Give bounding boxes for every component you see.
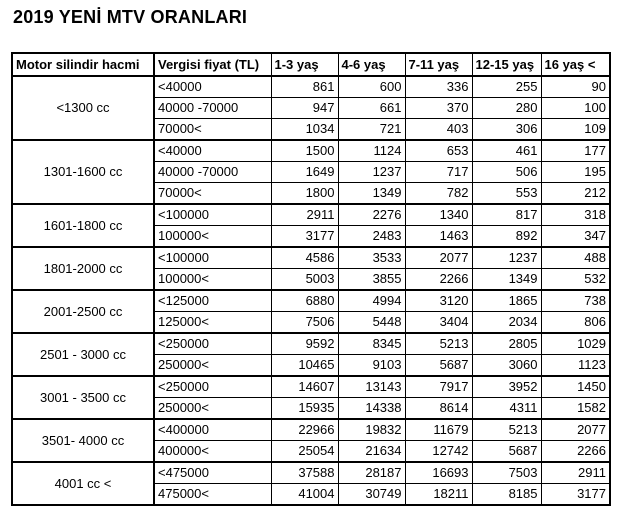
tax-value-cell: 717: [405, 162, 472, 183]
tax-value-cell: 212: [541, 183, 610, 205]
tax-value-cell: 661: [338, 98, 405, 119]
header-age-12-15: 12-15 yaş: [472, 53, 541, 76]
tax-value-cell: 653: [405, 140, 472, 162]
engine-volume-cell: 4001 cc <: [12, 462, 154, 505]
table-row: [12, 419, 610, 441]
tax-value-cell: 817: [472, 204, 541, 226]
price-range-cell: <400000: [154, 419, 271, 441]
tax-value-cell: 3404: [405, 312, 472, 334]
tax-value-cell: 280: [472, 98, 541, 119]
tax-value-cell: 8345: [338, 333, 405, 355]
tax-value-cell: 1463: [405, 226, 472, 248]
engine-volume-cell: 3501- 4000 cc: [12, 419, 154, 462]
tax-value-cell: 1800: [271, 183, 338, 205]
tax-value-cell: 1237: [338, 162, 405, 183]
price-range-cell: 125000<: [154, 312, 271, 334]
header-age-16-plus: 16 yaş <: [541, 53, 610, 76]
tax-value-cell: 9103: [338, 355, 405, 377]
tax-value-cell: 1582: [541, 398, 610, 420]
tax-value-cell: 5213: [405, 333, 472, 355]
tax-value-cell: 21634: [338, 441, 405, 463]
price-range-cell: 40000 -70000: [154, 98, 271, 119]
tax-value-cell: 1450: [541, 376, 610, 398]
price-range-cell: <250000: [154, 333, 271, 355]
tax-value-cell: 109: [541, 119, 610, 141]
tax-value-cell: 370: [405, 98, 472, 119]
tax-value-cell: 347: [541, 226, 610, 248]
table-header: [12, 53, 610, 76]
table-row: [12, 140, 610, 162]
price-range-cell: 70000<: [154, 183, 271, 205]
tax-value-cell: 1349: [472, 269, 541, 291]
tax-value-cell: 738: [541, 290, 610, 312]
tax-value-cell: 11679: [405, 419, 472, 441]
tax-value-cell: 1649: [271, 162, 338, 183]
table-row: [12, 247, 610, 269]
tax-value-cell: 1349: [338, 183, 405, 205]
tax-value-cell: 37588: [271, 462, 338, 484]
tax-value-cell: 3177: [541, 484, 610, 506]
tax-value-cell: 3120: [405, 290, 472, 312]
price-range-cell: <475000: [154, 462, 271, 484]
tax-value-cell: 7917: [405, 376, 472, 398]
tax-value-cell: 6880: [271, 290, 338, 312]
price-range-cell: 400000<: [154, 441, 271, 463]
tax-value-cell: 4994: [338, 290, 405, 312]
price-range-cell: <125000: [154, 290, 271, 312]
price-range-cell: <100000: [154, 204, 271, 226]
tax-value-cell: 1340: [405, 204, 472, 226]
tax-value-cell: 1123: [541, 355, 610, 377]
price-range-cell: 40000 -70000: [154, 162, 271, 183]
tax-value-cell: 600: [338, 76, 405, 98]
tax-value-cell: 336: [405, 76, 472, 98]
tax-value-cell: 553: [472, 183, 541, 205]
tax-value-cell: 2034: [472, 312, 541, 334]
price-range-cell: <250000: [154, 376, 271, 398]
engine-volume-cell: 1801-2000 cc: [12, 247, 154, 290]
tax-value-cell: 5003: [271, 269, 338, 291]
price-range-cell: 100000<: [154, 226, 271, 248]
tax-value-cell: 1865: [472, 290, 541, 312]
header-price: Vergisi fiyat (TL): [154, 53, 271, 76]
tax-value-cell: 306: [472, 119, 541, 141]
engine-volume-cell: 3001 - 3500 cc: [12, 376, 154, 419]
tax-value-cell: 5687: [472, 441, 541, 463]
tax-value-cell: 12742: [405, 441, 472, 463]
price-range-cell: 100000<: [154, 269, 271, 291]
tax-value-cell: 318: [541, 204, 610, 226]
tax-value-cell: 18211: [405, 484, 472, 506]
tax-value-cell: 41004: [271, 484, 338, 506]
price-range-cell: 250000<: [154, 398, 271, 420]
header-engine: Motor silindir hacmi: [12, 53, 154, 76]
tax-value-cell: 1029: [541, 333, 610, 355]
tax-value-cell: 4311: [472, 398, 541, 420]
tax-value-cell: 15935: [271, 398, 338, 420]
tax-value-cell: 4586: [271, 247, 338, 269]
table-row: [12, 76, 610, 98]
table-row: [12, 333, 610, 355]
tax-value-cell: 5687: [405, 355, 472, 377]
tax-value-cell: 9592: [271, 333, 338, 355]
tax-value-cell: 3177: [271, 226, 338, 248]
tax-value-cell: 2805: [472, 333, 541, 355]
tax-value-cell: 7506: [271, 312, 338, 334]
tax-value-cell: 488: [541, 247, 610, 269]
tax-value-cell: 10465: [271, 355, 338, 377]
tax-value-cell: 100: [541, 98, 610, 119]
tax-value-cell: 2266: [405, 269, 472, 291]
tax-value-cell: 2077: [405, 247, 472, 269]
tax-value-cell: 2911: [541, 462, 610, 484]
table-row: [12, 204, 610, 226]
tax-value-cell: 13143: [338, 376, 405, 398]
tax-value-cell: 947: [271, 98, 338, 119]
tax-value-cell: 721: [338, 119, 405, 141]
tax-value-cell: 861: [271, 76, 338, 98]
price-range-cell: <40000: [154, 140, 271, 162]
tax-value-cell: 3060: [472, 355, 541, 377]
tax-value-cell: 28187: [338, 462, 405, 484]
tax-value-cell: 1034: [271, 119, 338, 141]
tax-value-cell: 2266: [541, 441, 610, 463]
tax-value-cell: 30749: [338, 484, 405, 506]
tax-value-cell: 892: [472, 226, 541, 248]
tax-value-cell: 16693: [405, 462, 472, 484]
tax-value-cell: 3952: [472, 376, 541, 398]
tax-value-cell: 14607: [271, 376, 338, 398]
tax-value-cell: 22966: [271, 419, 338, 441]
table-body: [12, 76, 610, 505]
tax-value-cell: 2276: [338, 204, 405, 226]
tax-value-cell: 1237: [472, 247, 541, 269]
tax-value-cell: 25054: [271, 441, 338, 463]
price-range-cell: 475000<: [154, 484, 271, 506]
tax-value-cell: 177: [541, 140, 610, 162]
tax-value-cell: 8614: [405, 398, 472, 420]
tax-value-cell: 403: [405, 119, 472, 141]
page-title: 2019 YENİ MTV ORANLARI: [13, 7, 248, 27]
tax-value-cell: 14338: [338, 398, 405, 420]
price-range-cell: <40000: [154, 76, 271, 98]
tax-value-cell: 532: [541, 269, 610, 291]
engine-volume-cell: 2001-2500 cc: [12, 290, 154, 333]
tax-value-cell: 3533: [338, 247, 405, 269]
header-age-1-3: 1-3 yaş: [271, 53, 338, 76]
tax-value-cell: 2483: [338, 226, 405, 248]
engine-volume-cell: 1301-1600 cc: [12, 140, 154, 204]
table-row: [12, 290, 610, 312]
table-row: [12, 376, 610, 398]
tax-value-cell: 806: [541, 312, 610, 334]
header-age-7-11: 7-11 yaş: [405, 53, 472, 76]
tax-value-cell: 461: [472, 140, 541, 162]
engine-volume-cell: 2501 - 3000 cc: [12, 333, 154, 376]
price-range-cell: 70000<: [154, 119, 271, 141]
tax-value-cell: 5213: [472, 419, 541, 441]
engine-volume-cell: 1601-1800 cc: [12, 204, 154, 247]
price-range-cell: 250000<: [154, 355, 271, 377]
table-row: [12, 462, 610, 484]
tax-value-cell: 255: [472, 76, 541, 98]
header-row: [12, 53, 610, 76]
tax-value-cell: 506: [472, 162, 541, 183]
tax-value-cell: 8185: [472, 484, 541, 506]
tax-value-cell: 19832: [338, 419, 405, 441]
engine-volume-cell: <1300 cc: [12, 76, 154, 140]
tax-value-cell: 1124: [338, 140, 405, 162]
tax-value-cell: 2077: [541, 419, 610, 441]
tax-value-cell: 3855: [338, 269, 405, 291]
mtv-rates-table: [11, 52, 611, 506]
tax-value-cell: 90: [541, 76, 610, 98]
tax-value-cell: 1500: [271, 140, 338, 162]
tax-value-cell: 782: [405, 183, 472, 205]
price-range-cell: <100000: [154, 247, 271, 269]
tax-value-cell: 5448: [338, 312, 405, 334]
tax-value-cell: 2911: [271, 204, 338, 226]
header-age-4-6: 4-6 yaş: [338, 53, 405, 76]
tax-value-cell: 7503: [472, 462, 541, 484]
tax-value-cell: 195: [541, 162, 610, 183]
